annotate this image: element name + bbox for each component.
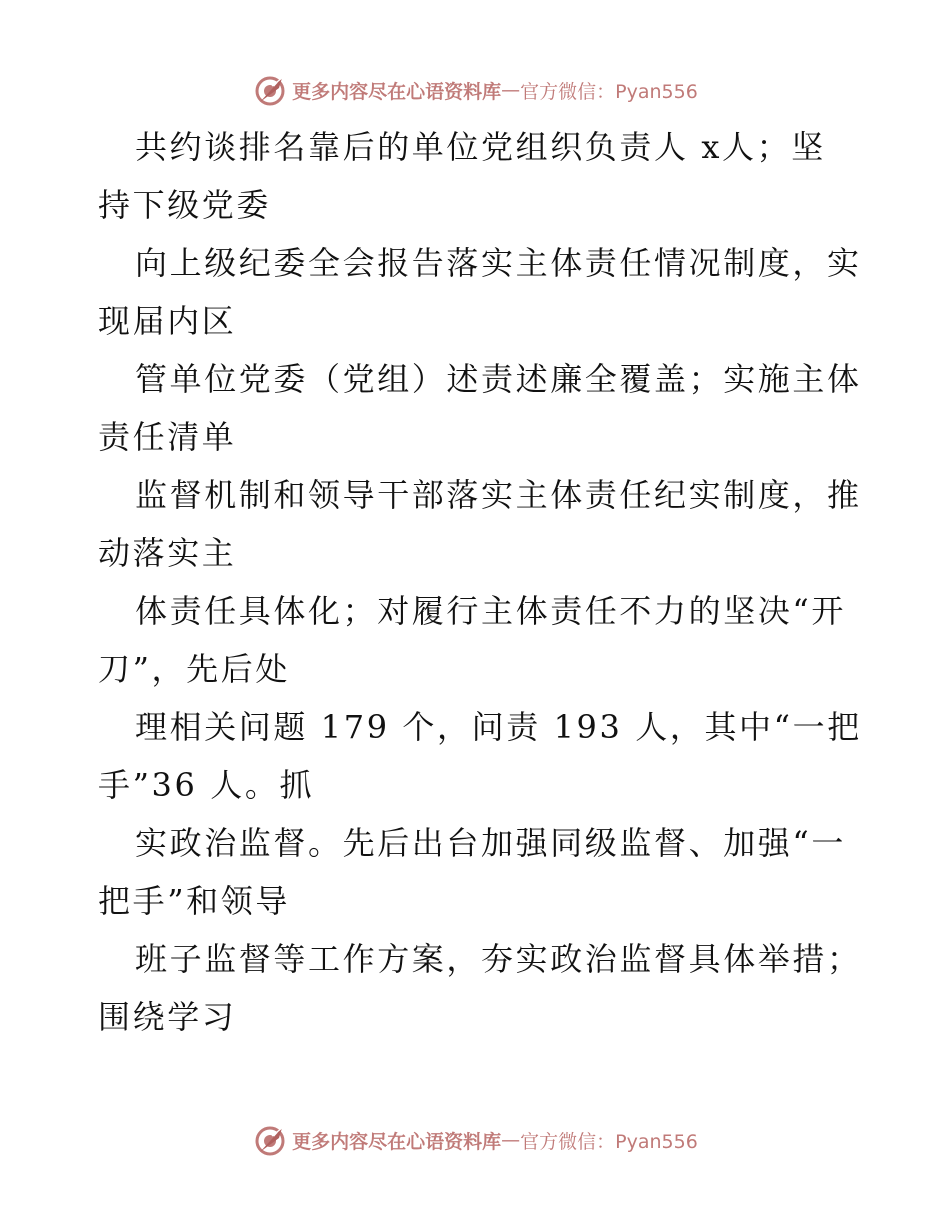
- text-line: 手”36 人。抓: [98, 766, 315, 804]
- text-line: 责任清单: [98, 418, 237, 456]
- quill-logo-icon: [252, 1122, 288, 1158]
- footer-brand-text: 更多内容尽在心语资料库: [292, 1130, 502, 1153]
- footer-banner: [0, 1120, 950, 1160]
- text-line: 动落实主: [98, 534, 237, 572]
- text-line: 班子监督等工作方案，夯实政治监督具体举措；: [135, 940, 862, 978]
- document-body: [98, 118, 862, 1046]
- header-wechat-text: 官方微信：Pyan556: [520, 80, 698, 103]
- text-line: 监督机制和领导干部落实主体责任纪实制度，推: [135, 476, 862, 514]
- header-banner: [0, 70, 950, 110]
- quill-logo-icon: [252, 72, 288, 108]
- header-separator: —: [501, 79, 521, 101]
- text-line: 理相关问题 179 个，问责 193 人，其中“一把: [135, 708, 862, 746]
- header-brand-text: 更多内容尽在心语资料库: [292, 80, 502, 103]
- text-line: 管单位党委（党组）述责述廉全覆盖；实施主体: [135, 360, 862, 398]
- text-line: 把手”和领导: [98, 882, 290, 920]
- text-line: 体责任具体化；对履行主体责任不力的坚决“开: [135, 592, 846, 630]
- text-line: 刀”，先后处: [98, 650, 290, 688]
- text-line: 围绕学习: [98, 998, 237, 1036]
- text-line: 现届内区: [98, 302, 237, 340]
- text-line: 向上级纪委全会报告落实主体责任情况制度，实: [135, 244, 862, 282]
- footer-wechat-text: 官方微信：Pyan556: [520, 1130, 698, 1153]
- footer-separator: —: [501, 1129, 521, 1151]
- text-line: 实政治监督。先后出台加强同级监督、加强“一: [135, 824, 846, 862]
- text-line: 共约谈排名靠后的单位党组织负责人 x人；坚: [135, 128, 826, 166]
- text-line: 持下级党委: [98, 186, 272, 224]
